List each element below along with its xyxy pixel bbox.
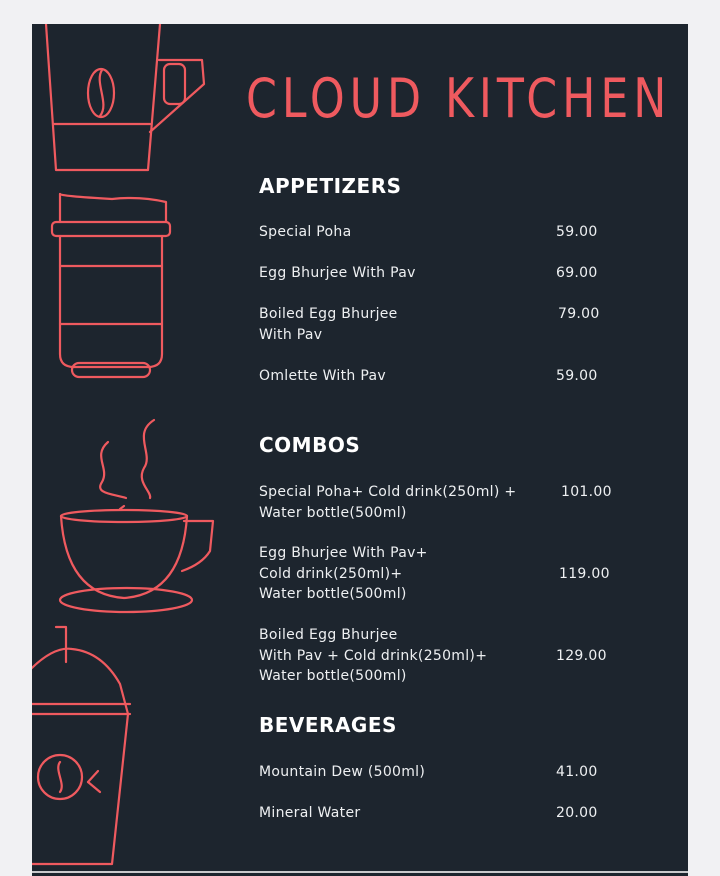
menu-page: [32, 24, 688, 876]
item-price: 69.00: [556, 265, 598, 281]
steaming-cup-icon: [60, 420, 213, 612]
section-heading-combos: COMBOS: [259, 433, 361, 457]
section-heading-beverages: BEVERAGES: [259, 713, 397, 737]
section-heading-appetizers: APPETIZERS: [259, 174, 402, 198]
coffee-mug-icon: [46, 24, 204, 170]
item-price: 119.00: [559, 566, 610, 582]
item-price: 79.00: [558, 306, 600, 322]
item-price: 20.00: [556, 805, 598, 821]
item-name: Special Poha: [259, 224, 352, 240]
item-price: 59.00: [556, 368, 598, 384]
coffee-illustrations: [32, 24, 232, 876]
item-name: Mineral Water: [259, 805, 361, 821]
item-name: Boiled Egg Bhurjee With Pav: [259, 306, 398, 343]
item-name: Special Poha+ Cold drink(250ml) + Water bottle(500ml): [259, 484, 517, 521]
item-name: Boiled Egg Bhurjee With Pav + Cold drink(250ml)+ Water bottle(500ml): [259, 627, 488, 684]
item-name: Mountain Dew (500ml): [259, 764, 426, 780]
menu-title: CLOUD KITCHEN: [246, 67, 672, 130]
item-name: Egg Bhurjee With Pav: [259, 265, 416, 281]
item-name: Omlette With Pav: [259, 368, 386, 384]
iced-coffee-cup-icon: [32, 627, 130, 864]
item-price: 59.00: [556, 224, 598, 240]
travel-tumbler-icon: [52, 194, 170, 377]
item-price: 41.00: [556, 764, 598, 780]
item-name: Egg Bhurjee With Pav+ Cold drink(250ml)+ Water bottle(500ml): [259, 545, 428, 602]
item-price: 129.00: [556, 648, 607, 664]
item-price: 101.00: [561, 484, 612, 500]
page-bottom-edge: [32, 871, 688, 873]
